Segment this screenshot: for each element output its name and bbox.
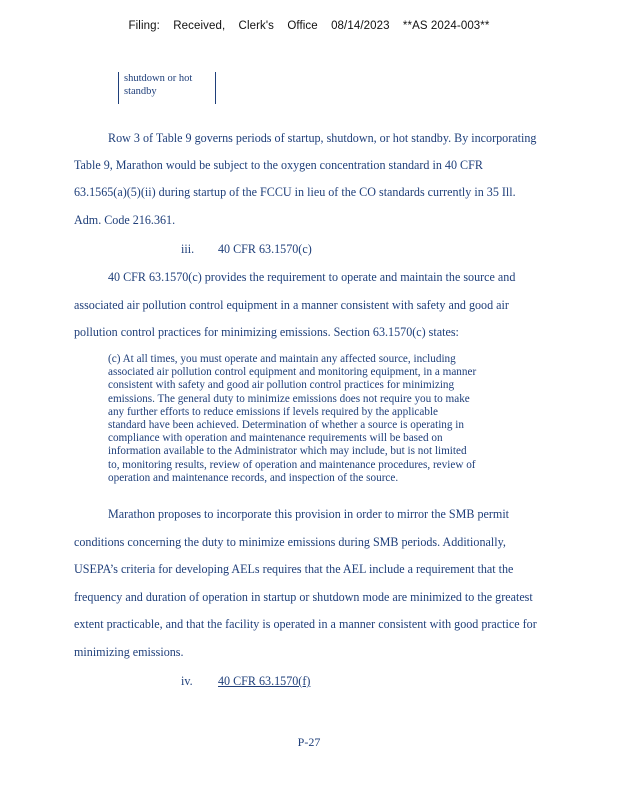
section-title: 40 CFR 63.1570(c): [218, 242, 312, 256]
paragraph-line: conditions concerning the duty to minimize emissions during SMB periods. Additionally,: [74, 535, 506, 549]
section-heading-iv: [181, 674, 381, 690]
quote-line: standard have been achieved. Determination of whether a source is operating in: [108, 419, 464, 432]
quote-line: associated air pollution control equipment and monitoring equipment, in a manner: [108, 366, 477, 379]
table-cell-fragment: [118, 72, 216, 104]
table-cell-line: standby: [124, 86, 157, 97]
paragraph-line: 63.1565(a)(5)(ii) during startup of the FCCU in lieu of the CO standards currently in 35 Ill.: [74, 185, 516, 199]
quote-line: (c) At all times, you must operate and maintain any affected source, including: [108, 353, 456, 365]
page-number: P-27: [297, 735, 321, 749]
table-cell-line: shutdown or hot: [124, 73, 193, 84]
paragraph-line: Table 9, Marathon would be subject to the oxygen concentration standard in 40 CFR: [74, 158, 483, 172]
quote-line: consistent with safety and good air pollution control practices for minimizing: [108, 379, 455, 392]
section-link-63-1570f[interactable]: 40 CFR 63.1570(f): [218, 674, 311, 688]
clerks-label: Clerk's: [238, 20, 275, 32]
quote-line: compliance with operation and maintenance requirements will be based on: [108, 432, 443, 445]
paragraph-line: minimizing emissions.: [74, 645, 184, 659]
quote-line: operation and maintenance records, and inspection of the source.: [108, 471, 399, 484]
paragraph-line: frequency and duration of operation in startup or shutdown mode are minimized to the greatest: [74, 590, 533, 604]
received-label: Received,: [173, 20, 226, 32]
paragraph-line: USEPA’s criteria for developing AELs requires that the AEL include a requirement that the: [74, 562, 514, 576]
docket-number: **AS 2024-003**: [402, 20, 490, 32]
paragraph-line: Adm. Code 216.361.: [74, 213, 176, 227]
block-quote: [108, 353, 568, 485]
quote-line: any further efforts to reduce emissions if levels required by the applicable: [108, 405, 439, 418]
paragraph-line: associated air pollution control equipment in a manner consistent with safety and good air: [74, 298, 509, 312]
office-label: Office: [287, 20, 318, 32]
paragraph-line: 40 CFR 63.1570(c) provides the requirement to operate and maintain the source and: [108, 270, 516, 284]
paragraph-line: pollution control practices for minimizing emissions. Section 63.1570(c) states:: [74, 325, 459, 339]
filing-date: 08/14/2023: [331, 20, 390, 32]
quote-line: emissions. The general duty to minimize emissions does not require you to make: [108, 392, 470, 405]
paragraph-line: extent practicable, and that the facility is operated in a manner consistent with good practice for: [74, 617, 537, 631]
filing-label: Filing:: [128, 20, 160, 32]
section-number: iv.: [181, 674, 193, 688]
quote-line: to, monitoring results, review of operation and maintenance procedures, review of: [108, 458, 476, 471]
paragraph-line: Row 3 of Table 9 governs periods of startup, shutdown, or hot standby. By incorporating: [108, 131, 537, 145]
section-number: iii.: [181, 242, 195, 256]
paragraph-line: Marathon proposes to incorporate this provision in order to mirror the SMB permit: [108, 507, 510, 521]
quote-line: information available to the Administrator which may include, but is not limited: [108, 445, 467, 458]
filing-stamp-header: [0, 20, 618, 32]
section-heading-iii: [181, 242, 381, 258]
